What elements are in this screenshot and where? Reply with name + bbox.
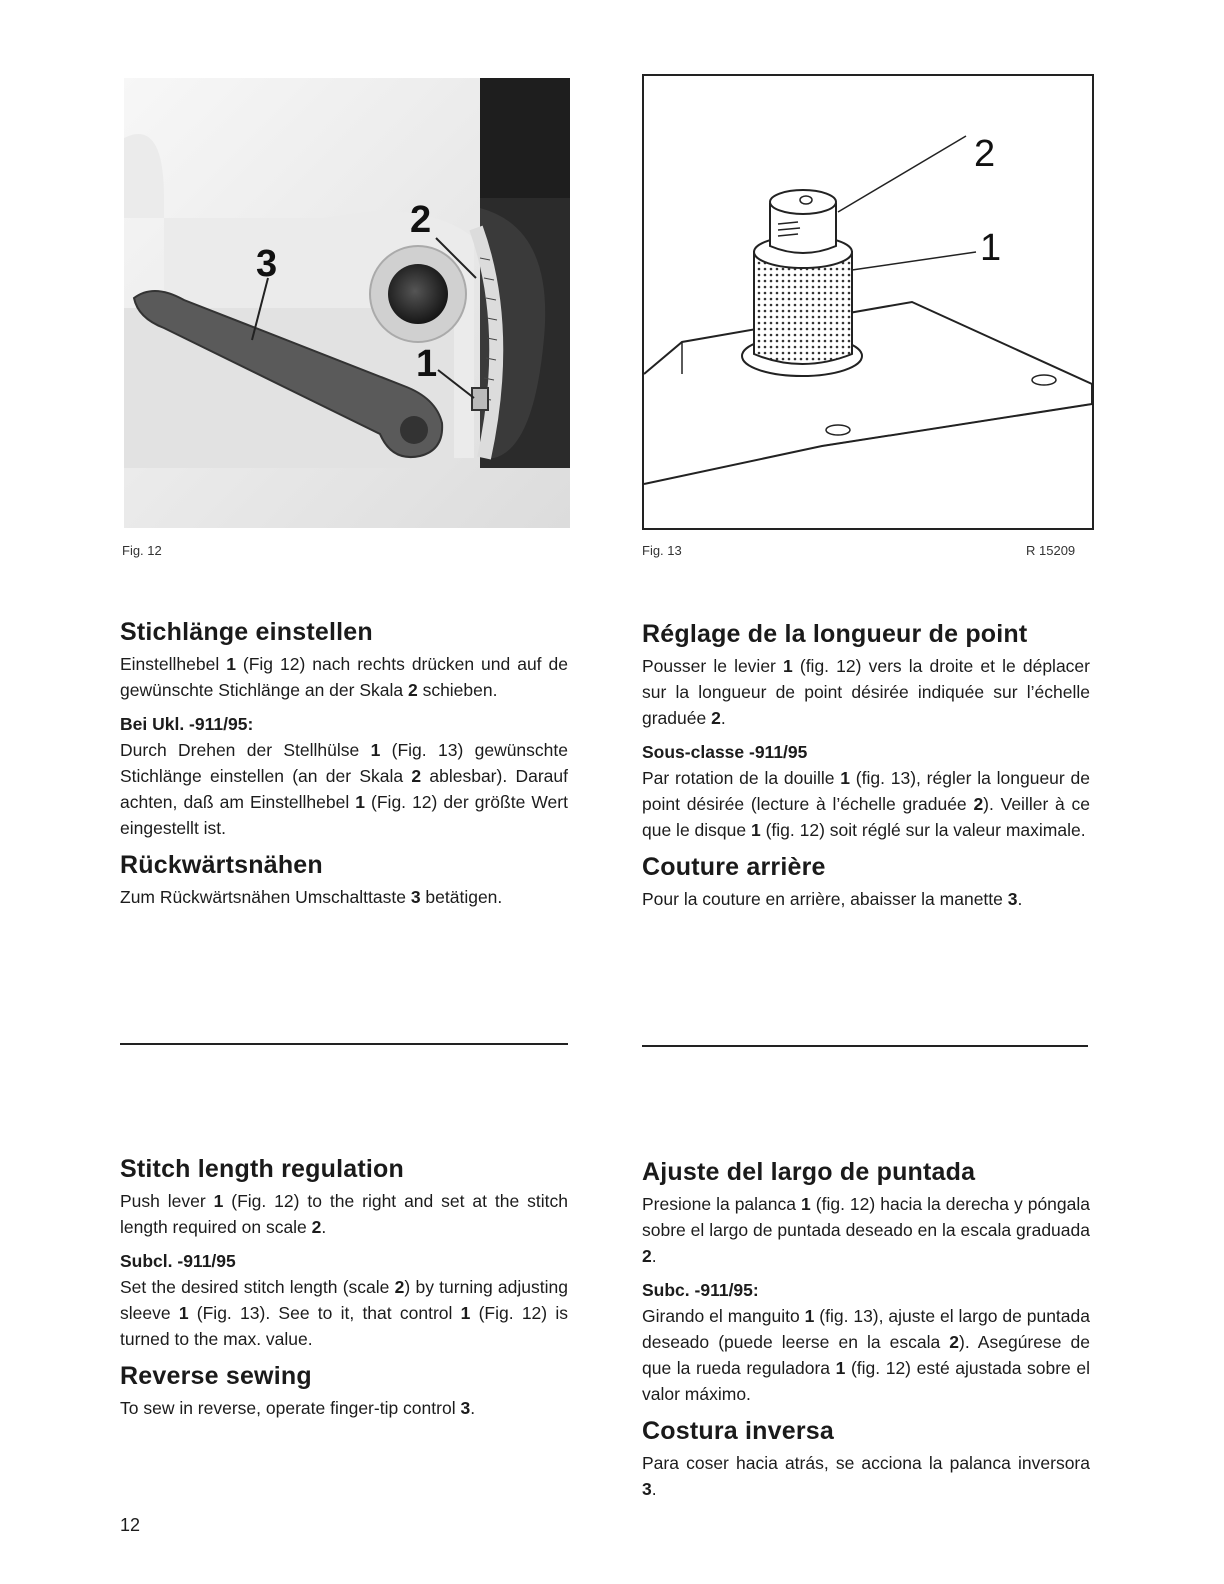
- text-span: Pousser le levier: [642, 656, 784, 676]
- ref-number: 2: [949, 1332, 960, 1352]
- text-span: Set the desired stitch length (scale: [120, 1277, 395, 1297]
- paragraph-french-1: [642, 653, 1090, 731]
- paragraph-german-3: [120, 884, 568, 910]
- text-span: (fig. 12) vers la droite et le déplacer sur la longueur de point désirée indiquée sur l’échelle graduée: [642, 656, 1090, 728]
- text-span: Girando el manguito: [642, 1306, 805, 1326]
- text-span: (fig. 12) soit réglé sur la valeur maximale.: [760, 820, 1086, 840]
- text-span: betätigen.: [420, 887, 503, 907]
- subheading-english: Subcl. -911/95: [120, 1251, 236, 1271]
- text-span: ablesbar). Darauf achten, daß am Einstellhebel: [120, 766, 568, 812]
- page-number: 12: [120, 1515, 141, 1535]
- text-span: ) by turning adjusting sleeve: [120, 1277, 568, 1323]
- paragraph-spanish-1: [642, 1191, 1090, 1269]
- divider-right: [642, 1045, 1088, 1047]
- figure-13-caption: Fig. 13: [642, 543, 682, 558]
- text-span: .: [1017, 889, 1023, 909]
- text-span: Einstellhebel: [120, 654, 227, 674]
- ref-number: 2: [411, 766, 422, 786]
- text-span: ). Veiller à ce que le disque: [642, 794, 1091, 840]
- text-span: Zum Rückwärtsnähen Umschalttaste: [120, 887, 411, 907]
- subheading-german: Bei Ukl. -911/95:: [120, 714, 254, 734]
- text-span: (Fig. 12) is turned to the max. value.: [120, 1303, 568, 1349]
- paragraph-english-2: [120, 1274, 568, 1352]
- heading-english-2: Reverse sewing: [120, 1362, 312, 1390]
- heading-french: Réglage de la longueur de point: [642, 620, 1028, 648]
- text-span: (Fig. 13) gewünschte Stichlänge einstellen (an der Skala: [120, 740, 568, 786]
- text-span: schieben.: [417, 680, 498, 700]
- text-span: (fig. 13), régler la longueur de point désirée (lecture à l’échelle graduée: [642, 768, 1090, 814]
- ref-number: 1: [804, 1306, 815, 1326]
- ref-number: 1: [801, 1194, 811, 1214]
- section-german: [120, 618, 568, 910]
- text-span: (Fig. 12) to the right and set at the stitch length required on scale: [120, 1191, 568, 1237]
- ref-number: 2: [642, 1246, 652, 1266]
- section-french: [642, 620, 1090, 912]
- text-span: (Fig. 12) der größte Wert eingestellt ist.: [120, 792, 568, 838]
- text-span: (fig. 13), ajuste el largo de puntada deseado (puede leerse en la escala: [642, 1306, 1090, 1352]
- text-span: ). Asegúrese de que la rueda reguladora: [642, 1332, 1090, 1378]
- text-span: (Fig 12) nach rechts drücken und auf de gewünschte Stichlänge an der Skala: [120, 654, 568, 700]
- heading-german-2: Rückwärtsnähen: [120, 851, 323, 879]
- ref-number: 1: [355, 792, 365, 812]
- text-span: (fig. 12) hacia la derecha y póngala sobre el largo de puntada deseado en la escala graduada: [642, 1194, 1090, 1240]
- ref-number: 1: [226, 654, 236, 674]
- heading-german: Stichlänge einstellen: [120, 618, 373, 646]
- text-span: Presione la palanca: [642, 1194, 802, 1214]
- ref-number: 2: [973, 794, 984, 814]
- text-span: .: [321, 1217, 327, 1237]
- text-span: .: [651, 1246, 657, 1266]
- fig13-callout-1: 1: [980, 227, 1002, 269]
- text-span: Par rotation de la douille: [642, 768, 841, 788]
- fig12-callout-3: 3: [256, 243, 278, 285]
- paragraph-english-3: [120, 1395, 568, 1421]
- fig13-callout-2: 2: [974, 133, 996, 175]
- text-span: .: [720, 708, 726, 728]
- figure-13-drawing: [642, 74, 1094, 530]
- heading-french-2: Couture arrière: [642, 853, 826, 881]
- figure-12-caption: Fig. 12: [122, 543, 162, 558]
- text-span: Pour la couture en arrière, abaisser la manette: [642, 889, 1008, 909]
- paragraph-french-2: [642, 765, 1090, 843]
- ref-number: 1: [213, 1191, 224, 1211]
- ref-number: 3: [410, 887, 421, 907]
- heading-english: Stitch length regulation: [120, 1155, 404, 1183]
- text-span: Push lever: [120, 1191, 214, 1211]
- ref-number: 2: [407, 680, 418, 700]
- divider-left: [120, 1043, 568, 1045]
- section-spanish: [642, 1158, 1090, 1502]
- ref-number: 2: [394, 1277, 405, 1297]
- text-span: Para coser hacia atrás, se acciona la palanca inversora: [642, 1453, 1090, 1473]
- ref-number: 3: [1007, 889, 1018, 909]
- ref-number: 1: [178, 1303, 189, 1323]
- paragraph-german-2: [120, 737, 568, 841]
- paragraph-french-3: [642, 886, 1090, 912]
- paragraph-german-1: [120, 651, 568, 703]
- heading-spanish: Ajuste del largo de puntada: [642, 1158, 976, 1186]
- paragraph-spanish-3: [642, 1450, 1090, 1502]
- heading-spanish-2: Costura inversa: [642, 1417, 834, 1445]
- section-english: [120, 1155, 568, 1421]
- fig12-callout-2: 2: [410, 199, 432, 241]
- subheading-spanish: Subc. -911/95:: [642, 1280, 759, 1300]
- ref-number: 1: [840, 768, 850, 788]
- figure-12-photo: [124, 78, 570, 528]
- text-span: To sew in reverse, operate finger-tip control: [120, 1398, 461, 1418]
- subheading-french: Sous-classe -911/95: [642, 742, 808, 762]
- ref-number: 1: [783, 656, 793, 676]
- ref-number: 2: [311, 1217, 322, 1237]
- ref-number: 1: [370, 740, 381, 760]
- figure-13-reference: R 15209: [1026, 543, 1076, 558]
- text-span: (Fig. 13). See to it, that control: [188, 1303, 461, 1323]
- ref-number: 2: [711, 708, 721, 728]
- text-span: .: [470, 1398, 476, 1418]
- ref-number: 1: [835, 1358, 846, 1378]
- text-span: Durch Drehen der Stellhülse: [120, 740, 371, 760]
- paragraph-spanish-2: [642, 1303, 1090, 1407]
- ref-number: 3: [642, 1479, 652, 1499]
- ref-number: 1: [750, 820, 761, 840]
- fig12-callout-1: 1: [416, 343, 438, 385]
- paragraph-english-1: [120, 1188, 568, 1240]
- text-span: (fig. 12) esté ajustada sobre el valor máximo.: [642, 1358, 1091, 1404]
- ref-number: 3: [460, 1398, 471, 1418]
- ref-number: 1: [460, 1303, 471, 1323]
- text-span: .: [651, 1479, 657, 1499]
